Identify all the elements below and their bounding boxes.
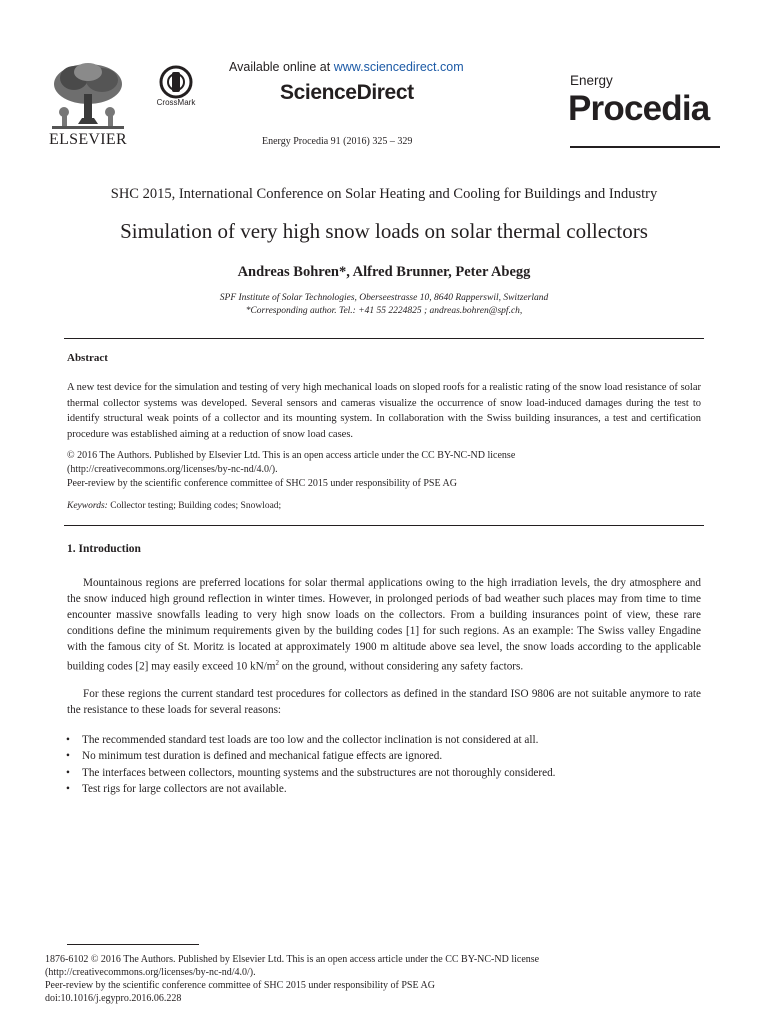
list-item [60, 765, 555, 781]
keywords [67, 501, 281, 511]
journal-reference: Energy Procedia 91 (2016) 325 – 329 [262, 136, 413, 147]
sciencedirect-link[interactable]: www.sciencedirect.com [333, 60, 464, 74]
intro-p1-text: Mountainous regions are preferred locations for solar thermal applications owing to the high irradiation levels, the dry atmosphere and the snow induced high ground reflection in winter times. However, in prolonged periods of bad weather such places may from time to time encounter massive snowfalls leading to very high snow loads on the collectors. From a building insurances point of view, these rare conditions define the minimum requirements given by the building codes [1] for such regions. As an example: The Swiss valley Engadine with the famous city of St. Moritz is located at approximately 1900 m altitude above sea level, the snow loads according to the applicable building codes [2] may easily exceed 10 kN/m [67, 577, 701, 673]
crossmark-label: CrossMark [156, 98, 196, 107]
intro-paragraph-1 [67, 575, 701, 675]
conference-name: SHC 2015, International Conference on Solar Heating and Cooling for Buildings and Industry [110, 186, 658, 202]
footer-peer-review: Peer-review by the scientific conference committee of SHC 2015 under responsibility of PSE AG [45, 980, 435, 991]
keywords-label: Keywords: [67, 501, 108, 511]
affiliation: SPF Institute of Solar Technologies, Oberseestrasse 10, 8640 Rapperswil, Switzerland [219, 293, 549, 303]
available-prefix: Available online at [229, 60, 334, 74]
footer-license-link[interactable]: (http://creativecommons.org/licenses/by-nc-nd/4.0/). [45, 967, 256, 978]
license-link[interactable]: (http://creativecommons.org/licenses/by-nc-nd/4.0/). [67, 464, 278, 475]
section-heading: 1. Introduction [67, 543, 141, 555]
list-item-text: No minimum test duration is defined and mechanical fatigue effects are ignored. [82, 750, 443, 763]
divider-bottom [64, 525, 704, 526]
publisher-name: ELSEVIER [49, 131, 127, 148]
list-item [60, 748, 555, 764]
list-item-text: The recommended standard test loads are too low and the collector inclination is not considered at all. [82, 734, 539, 746]
journal-logo-line1: Energy [570, 73, 613, 88]
available-online-text [229, 60, 464, 74]
intro-p1-text-end: on the ground, without considering any safety factors. [278, 660, 524, 673]
footer-rule [67, 944, 199, 945]
list-item-text: Test rigs for large collectors are not available. [82, 782, 287, 795]
article-title: Simulation of very high snow loads on solar thermal collectors [120, 219, 648, 243]
author-list: Andreas Bohren*, Alfred Brunner, Peter Abegg [237, 264, 531, 280]
sciencedirect-brand: ScienceDirect [280, 81, 414, 104]
intro-paragraph-2: For these regions the current standard test procedures for collectors as defined in the standard ISO 9806 are not suitable anymore to rate the resistance to these loads for several reasons: [67, 688, 701, 716]
list-item [60, 781, 555, 797]
list-item [60, 732, 555, 748]
corresponding-author: *Corresponding author. Tel.: +41 55 2224825 ; andreas.bohren@spf.ch, [245, 306, 523, 316]
journal-logo-line2: Procedia [568, 89, 710, 128]
keywords-list: Collector testing; Building codes; Snowload; [107, 501, 282, 511]
bullet-icon: • [66, 750, 70, 763]
list-item-text: The interfaces between collectors, mounting systems and the substructures are not thoroughly considered. [82, 766, 556, 779]
copyright-notice: © 2016 The Authors. Published by Elsevier Ltd. This is an open access article under the CC BY-NC-ND license [67, 450, 516, 461]
superscript: 2 [275, 659, 279, 667]
peer-review-note: Peer-review by the scientific conference committee of SHC 2015 under responsibility of PSE AG [67, 478, 457, 489]
bullet-icon: • [66, 782, 70, 795]
abstract-heading: Abstract [67, 352, 108, 364]
footer-copyright: 1876-6102 © 2016 The Authors. Published by Elsevier Ltd. This is an open access article under the CC BY-NC-ND license [45, 954, 540, 965]
bullet-icon: • [66, 766, 70, 779]
bullet-icon: • [66, 734, 70, 746]
footer-doi[interactable]: doi:10.1016/j.egypro.2016.06.228 [45, 993, 182, 1004]
abstract-text: A new test device for the simulation and testing of very high mechanical loads on sloped roofs for a realistic rating of the snow load resistance of solar thermal collector systems was developed. Several sensors and cameras visualize the occurrence of snow load-induced damages during the test to identify structural weak points of a collector and its mounting system. In collaboration with the Swiss building insurances, a test and certification procedure was established aiming at a reduction of snow load cases. [67, 382, 701, 440]
divider-top [64, 338, 704, 339]
reasons-list [60, 732, 555, 797]
journal-logo-rule [570, 146, 720, 148]
